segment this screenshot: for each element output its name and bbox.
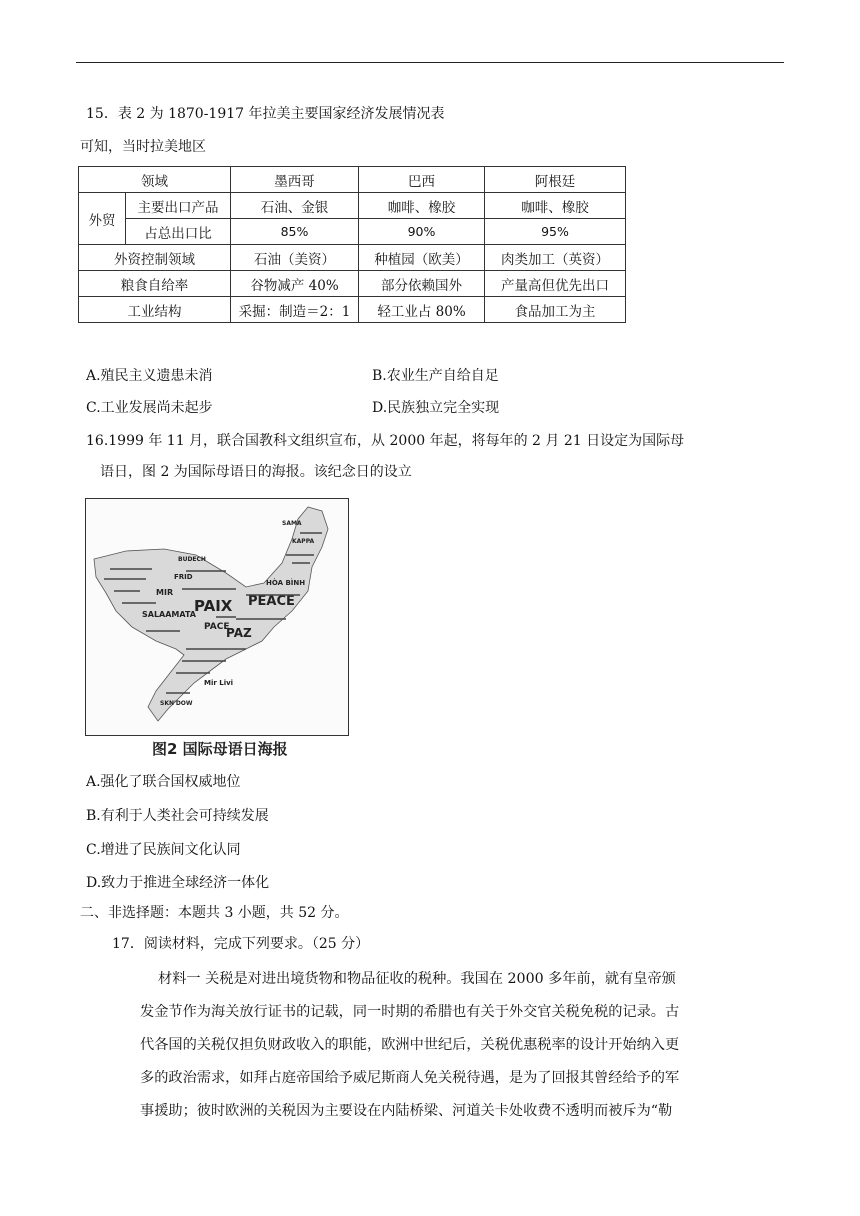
poster-word: FRID [174, 573, 193, 581]
table-cell: 工业结构 [79, 297, 231, 323]
material-line: 代各国的关税仅担负财政收入的职能，欧洲中世纪后，关税优惠税率的设计开始纳入更 [140, 1037, 680, 1053]
table-cell: 种植园（欧美） [359, 245, 485, 271]
poster-word: PEACE [248, 594, 295, 609]
q15-option-a: A.殖民主义遗患未消 [86, 368, 213, 384]
q15-title: 15．表 2 为 1870-1917 年拉美主要国家经济发展情况表 [86, 106, 445, 122]
q16-option-b: B.有利于人类社会可持续发展 [86, 808, 269, 824]
table-cell: 部分依赖国外 [359, 271, 485, 297]
table-header-cell: 领域 [79, 167, 231, 193]
table-cell: 轻工业占 80% [359, 297, 485, 323]
table-header-cell: 阿根廷 [485, 167, 626, 193]
table-cell: 产量高但优先出口 [485, 271, 626, 297]
table-cell: 90% [359, 219, 485, 245]
table-cell: 85% [231, 219, 359, 245]
section2-heading: 二、非选择题：本题共 3 小题，共 52 分。 [80, 905, 349, 921]
poster-word: SALAAMATA [142, 610, 196, 619]
table-cell: 咖啡、橡胶 [485, 193, 626, 219]
poster-word: PACE [204, 622, 230, 632]
table-cell: 采掘：制造＝2：1 [231, 297, 359, 323]
q16-option-a: A.强化了联合国权威地位 [86, 774, 241, 790]
economy-table [78, 166, 626, 323]
table-cell: 占总出口比 [126, 219, 231, 245]
group-label-cell: 外贸 [79, 193, 126, 245]
dove-word-cloud [86, 499, 348, 735]
material-line: 材料一 关税是对进出境货物和物品征收的税种。我国在 2000 多年前，就有皇帝颁 [158, 971, 676, 987]
poster-word: KAPPA [292, 538, 315, 545]
poster-word: HÒA BÌNH [266, 579, 306, 587]
q15-option-d: D.民族独立完全实现 [372, 400, 500, 416]
table-cell: 肉类加工（英资） [485, 245, 626, 271]
mother-language-day-poster [85, 498, 349, 736]
table-cell: 咖啡、橡胶 [359, 193, 485, 219]
table-cell: 谷物减产 40% [231, 271, 359, 297]
q15-option-c: C.工业发展尚未起步 [86, 400, 213, 416]
table-row [79, 245, 626, 271]
table-cell: 外资控制领域 [79, 245, 231, 271]
q16-stem-line2: 语日，图 2 为国际母语日的海报。该纪念日的设立 [100, 464, 412, 480]
table-cell: 粮食自给率 [79, 271, 231, 297]
poster-word: SKN'DOW [160, 700, 193, 707]
q16-option-d: D.致力于推进全球经济一体化 [86, 875, 270, 891]
table-cell: 主要出口产品 [126, 193, 231, 219]
table-cell: 食品加工为主 [485, 297, 626, 323]
poster-word: PAIX [194, 597, 233, 615]
table-row [79, 193, 626, 219]
poster-word: Mir Livi [204, 679, 234, 687]
q16-option-c: C.增进了民族间文化认同 [86, 842, 241, 858]
header-rule [76, 62, 784, 63]
table-header-cell: 墨西哥 [231, 167, 359, 193]
table-row [79, 219, 626, 245]
material-line: 多的政治需求，如拜占庭帝国给予威尼斯商人免关税待遇，是为了回报其曾经给予的军 [140, 1070, 680, 1086]
table-cell: 95% [485, 219, 626, 245]
material-line: 发金节作为海关放行证书的记载，同一时期的希腊也有关于外交官关税免税的记录。古 [140, 1004, 680, 1020]
table-row [79, 297, 626, 323]
table-row [79, 271, 626, 297]
material-line: 事援助；彼时欧洲的关税因为主要设在内陆桥梁、河道关卡处收费不透明而被斥为“勒 [140, 1103, 673, 1119]
q15-stem: 可知，当时拉美地区 [80, 139, 206, 155]
figure-caption: 图2 国际母语日海报 [152, 740, 288, 758]
q16-stem-line1: 16.1999 年 11 月，联合国教科文组织宣布，从 2000 年起，将每年的 2 月 21 日设定为国际母 [86, 433, 685, 449]
table-header-row [79, 167, 626, 193]
poster-word: MIR [156, 588, 174, 597]
q15-option-b: B.农业生产自给自足 [372, 368, 499, 384]
table-cell: 石油、金银 [231, 193, 359, 219]
poster-word: BUDECH [178, 556, 206, 563]
poster-word: PAZ [226, 626, 252, 640]
q17-title: 17．阅读材料，完成下列要求。（25 分） [112, 936, 370, 952]
table-cell: 石油（美资） [231, 245, 359, 271]
table-header-cell: 巴西 [359, 167, 485, 193]
poster-word: SAMA [282, 520, 302, 527]
